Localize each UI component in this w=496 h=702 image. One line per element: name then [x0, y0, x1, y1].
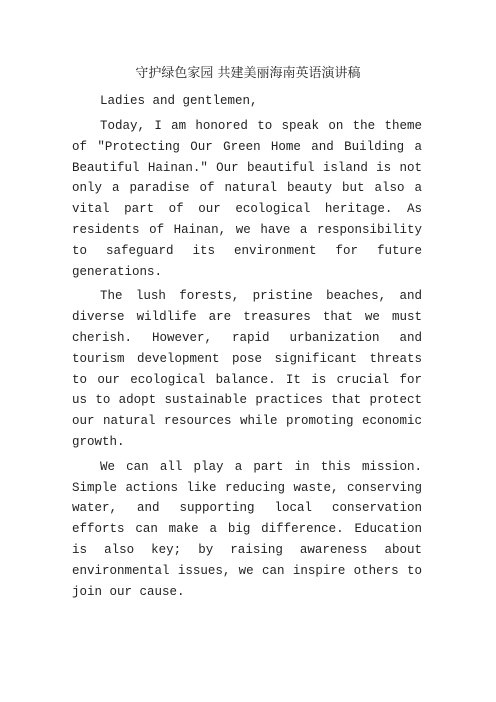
paragraph-3: We can all play a part in this mission. Simple actions like reducing waste, conserving water, and supporting local conservation efforts can make a big difference. Education is also key; by raising awareness about environmental issues, we can inspire others to join our cause.	[72, 459, 422, 599]
speech-body	[72, 116, 422, 602]
greeting-text: Ladies and gentlemen,	[100, 94, 258, 108]
paragraph-1: Today, I am honored to speak on the theme of "Protecting Our Green Home and Building a Beautiful Hainan." Our beautiful island is not only a paradise of natural beauty but also a vital part of our ecological heritage. As residents of Hainan, we have a responsibility to safeguard its environment for future generations.	[72, 119, 422, 279]
document-title: 守护绿色家园 共建美丽海南英语演讲稿	[135, 66, 361, 81]
greeting-line	[72, 91, 422, 112]
paragraph-2: The lush forests, pristine beaches, and diverse wildlife are treasures that we must cherish. However, rapid urbanization and tourism development pose significant threats to our ecological balance. It is crucial for us to adopt sustainable practices that protect our natural resources while promoting economic growth.	[72, 289, 422, 449]
